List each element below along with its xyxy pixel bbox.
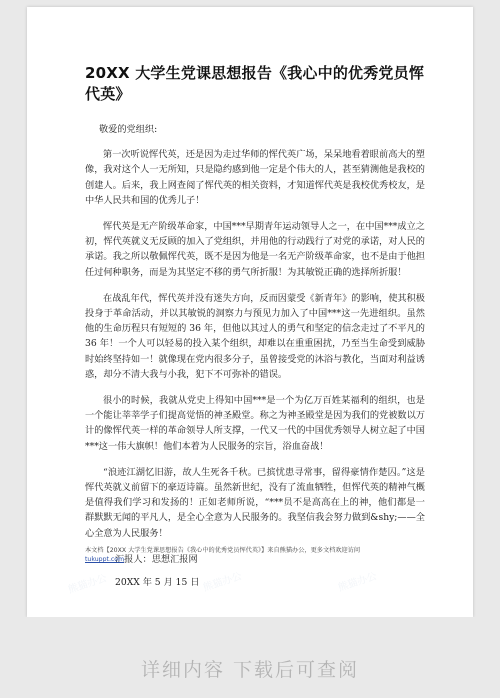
paragraph: “浪迹江湖忆旧游，故人生死各千秋。已摈忧患寻常事，留得豪情作楚囚。”这是恽代英就义前留下的豪迈诗篇。虽然新世纪，没有了流血牺牲，但恽代英的精神气概是值得我们学习和发扬的！正如老师所说，“***员不是高高在上的神，他们都是一群默默无闻的平凡人，是全心全意为人民服务的。我坚信我会努力做到&shy;——全心全意为人民服务！ — [85, 466, 425, 539]
preview-more-text[interactable]: 详细内容 下载后可查阅 — [140, 659, 360, 681]
report-date: 20XX 年 5 月 15 日 — [115, 577, 200, 589]
footnote-text: 本文档【20XX 大学生党课思想报告《我心中的优秀党员恽代英》】来自熊猫办公，更多文档欢迎访问 — [85, 547, 361, 554]
paragraph: 很小的时候，我就从党史上得知中国***是一个为亿万百姓某福利的组织，也是一个能让莘莘学子们提高觉悟的神圣殿堂。称之为神圣殿堂是因为我们的党被数以万计的像恽代英一样的革命领导人所支撑，一代又一代的中国优秀领导人树立起了中国***这一伟大旗帜！他们本着为人民服务的宗旨，浴血奋战！ — [85, 395, 425, 452]
greeting: 敬爱的党组织: — [99, 124, 158, 135]
document-body — [85, 63, 425, 598]
source-link[interactable]: tukuppt.com — [85, 556, 125, 563]
document-title: 20XX 大学生党课思想报告《我心中的优秀党员恽代英》 — [85, 64, 425, 103]
paragraph: 第一次听说恽代英，还是因为走过华师的恽代英广场，呆呆地看着眼前高大的塑像，我对这个人一无所知，只是隐约感到他一定是个伟大的人，甚至猜测他是我校的创建人。后来，我上网查阅了恽代英的相关资料，才知道恽代英是我校优秀校友，是中华人民共和国的优秀儿子！ — [85, 149, 425, 206]
watermark-1: 熊猫办公 — [66, 572, 109, 596]
source-footnote — [85, 546, 435, 564]
watermark-2: 熊猫办公 — [201, 570, 244, 594]
watermark-3: 熊猫办公 — [336, 570, 379, 594]
document-page — [27, 7, 473, 617]
paragraph: 在战乱年代，恽代英并没有迷失方向，反而因蒙受《新青年》的影响，使其积极投身于革命活动，并以其敏锐的洞察力与预见力加入了中国***这一先进组织。虽然他的生命历程只有短短的 36 年，但他以其过人的勇气和坚定的信念走过了不平凡的 36 年！一个人可以轻易的投入某个组织，却难以在重重困扰，乃至当生命受到威胁时始终坚持如一！就像现在党内很多分子，虽曾接受党的沐浴与教化，当面对利益诱惑，却分不清大我与小我，犯下不可弥补的错误。 — [85, 292, 425, 380]
signature: 汇报人：思想汇报网 — [115, 553, 198, 565]
paragraph: 恽代英是无产阶级革命家，中国***早期青年运动领导人之一，在中国***成立之初，恽代英就义无反顾的加入了党组织，并用他的行动践行了对党的承诺，对人民的承诺。我之所以敬佩恽代英，既不是因为他是一名无产阶级革命家，也不是由于他担任过何种职务，而是为其坚定不移的勇气所折服！为其敏锐正确的选择所折服！ — [85, 221, 425, 278]
